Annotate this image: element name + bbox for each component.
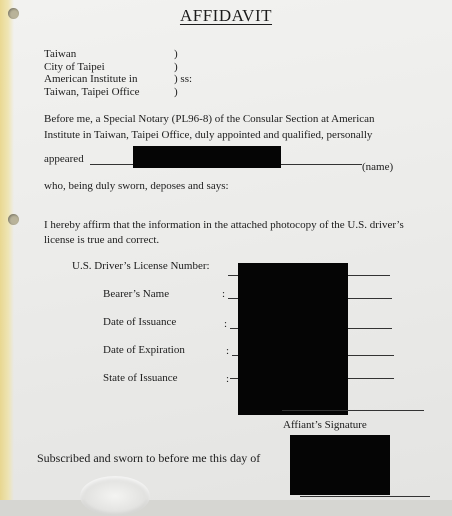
paren: ) ss: [174, 73, 193, 85]
document-title [0, 6, 452, 26]
field-label-bearer-name: Bearer’s Name [103, 288, 170, 300]
intro-line-3-end: (name) [362, 161, 394, 173]
field-label-date-expiration: Date of Expiration [103, 344, 185, 356]
affirmation-line-1: I hereby affirm that the information in the attached photocopy of the U.S. driver’s [44, 219, 404, 231]
venue-block [44, 48, 140, 98]
intro-line-3-start: appeared [44, 153, 84, 165]
embossed-seal [80, 476, 150, 516]
subscribed-text: Subscribed and sworn to before me this day of [37, 451, 261, 465]
venue-line: Taiwan [44, 48, 77, 60]
field-label-state-issuance: State of Issuance [103, 372, 178, 384]
venue-line: City of Taipei [44, 60, 105, 73]
field-label-license-number: U.S. Driver’s License Number: [72, 260, 210, 272]
intro-line-4: who, being duly sworn, deposes and says: [44, 180, 229, 192]
paren: ) [174, 48, 178, 60]
redaction-box [238, 263, 348, 415]
signature-label: Affiant’s Signature [283, 419, 367, 431]
field-label-date-issuance: Date of Issuance [103, 316, 177, 328]
field-colon: : [224, 318, 228, 330]
intro-line-2: Institute in Taiwan, Taipei Office, duly appointed and qualified, personally [44, 129, 373, 141]
date-line [300, 496, 430, 497]
redaction-box [290, 435, 390, 495]
redaction-box [133, 146, 281, 168]
paren: ) [174, 60, 178, 73]
yellow-paper-edge [0, 0, 14, 500]
paren: ) [174, 85, 178, 98]
venue-line: American Institute in [44, 73, 138, 85]
venue-parens [174, 48, 192, 98]
venue-line: Taiwan, Taipei Office [44, 85, 140, 98]
field-colon: : [226, 373, 230, 385]
intro-line-1: Before me, a Special Notary (PL96-8) of the Consular Section at American [44, 113, 375, 125]
title-text: AFFIDAVIT [179, 6, 273, 25]
signature-line [282, 410, 424, 411]
field-colon: : [226, 345, 230, 357]
field-colon: : [222, 288, 226, 300]
punch-hole [8, 214, 19, 225]
affirmation-line-2: license is true and correct. [44, 234, 160, 246]
